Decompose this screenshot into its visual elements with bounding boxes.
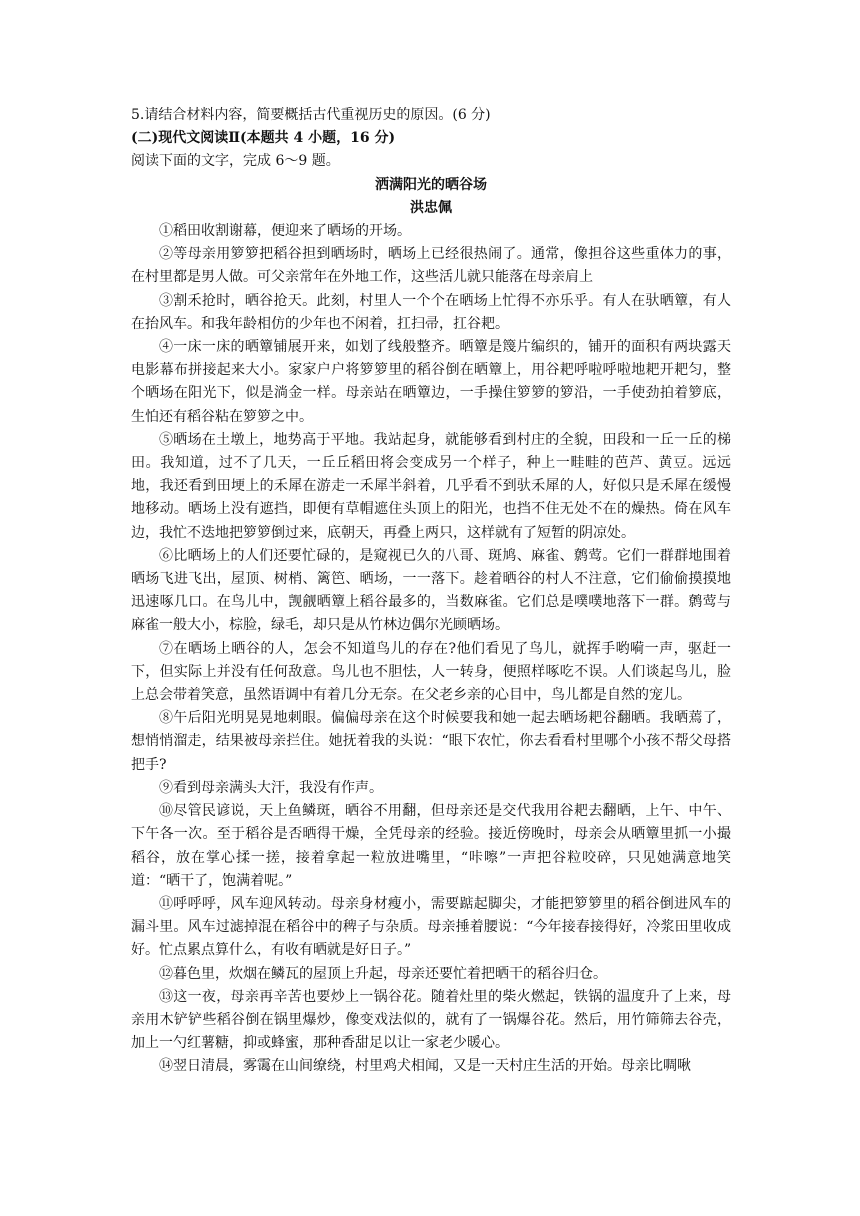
page-content — [131, 104, 731, 1079]
paragraph-9: ⑨看到母亲满头大汗，我没有作声。 — [159, 779, 383, 796]
paragraph-13: ⑬这一夜，母亲再辛苦也要炒上一锅谷花。随着灶里的柴火燃起，铁锅的温度升了上来，母亲用木铲铲些稻谷倒在锅里爆炒，像变戏法似的，就有了一锅爆谷花。然后，用竹筛筛去谷壳，加上一勺红薯糖，抑或蜂蜜，那种香甜足以让一家老少暖心。 — [131, 988, 731, 1052]
paragraph-10: ⑩尽管民谚说，天上鱼鳞斑，晒谷不用翻，但母亲还是交代我用谷耙去翻晒，上午、中午、下午各一次。至于稻谷是否晒得干燥，全凭母亲的经验。接近傍晚时，母亲会从晒簟里抓一小撮稻谷，放在掌心揉一搓，接着拿起一粒放进嘴里，“咔嚓”一声把谷粒咬碎，只见她满意地笑道：“晒干了，饱满着呢。” — [131, 803, 731, 889]
paragraph-5: ⑤晒场在土墩上，地势高于平地。我站起身，就能够看到村庄的全貌，田段和一丘一丘的梯田。我知道，过不了几天，一丘丘稻田将会变成另一个样子，种上一畦畦的芭芦、黄豆。远远地，我还看到田埂上的禾犀在游走一禾犀半斜着，几乎看不到驮禾犀的人，好似只是禾犀在缓慢地移动。晒场上没有遮挡，即便有草帽遮住头顶上的阳光，也挡不住无处不在的燥热。倚在风车边，我忙不迭地把箩箩倒过来，底朝天，再叠上两只，这样就有了短暂的阴凉处。 — [131, 431, 731, 541]
paragraph-4: ④一床一床的晒簟铺展开来，如划了线般整齐。晒簟是篾片编织的，铺开的面积有两块露天电影幕布拼接起来大小。家家户户将箩箩里的稻谷倒在晒簟上，用谷耙呼啦呼啦地耙开耙匀，整个晒场在阳光下，似是淌金一样。母亲站在晒簟边，一手操住箩箩的箩沿，一手使劲拍着箩底，生怕还有稻谷粘在箩箩之中。 — [131, 339, 731, 425]
article-author: 洪忠佩 — [410, 199, 452, 216]
paragraph-3: ③割禾抢时，晒谷抢天。此刻，村里人一个个在晒场上忙得不亦乐乎。有人在驮晒簟，有人在抬风车。和我年龄相仿的少年也不闲着，扛扫帚，扛谷耙。 — [131, 292, 731, 332]
paragraph-11: ⑪呼呼呼，风车迎风转动。母亲身材瘦小，需要踮起脚尖，才能把箩箩里的稻谷倒进风车的漏斗里。风车过滤掉混在稻谷中的稗子与杂质。母亲捶着腰说：“今年接春接得好，冷浆田里收成好。忙点累点算什么，有收有晒就是好日子。” — [131, 895, 731, 959]
paragraph-7: ⑦在晒场上晒谷的人，怎会不知道鸟儿的存在?他们看见了鸟儿，就挥手哟嗬一声，驱赶一下，但实际上并没有任何敌意。鸟儿也不胆怯，人一转身，便照样啄吃不误。人们谈起鸟儿，脸上总会带着笑意，虽然语调中有着几分无奈。在父老乡亲的心目中，鸟儿都是自然的宠儿。 — [131, 640, 731, 704]
paragraph-8: ⑧午后阳光明晃晃地刺眼。偏偏母亲在这个时候要我和她一起去晒场耙谷翻晒。我晒蔫了，想悄悄溜走，结果被母亲拦住。她抚着我的头说：“眼下农忙，你去看看村里哪个小孩不帮父母搭把手? — [131, 710, 731, 773]
paragraph-14: ⑭翌日清晨，雾霭在山间缭绕，村里鸡犬相闻，又是一天村庄生活的开始。母亲比啁啾 — [159, 1058, 691, 1075]
reading-instruction: 阅读下面的文字，完成 6～9 题。 — [131, 153, 340, 170]
paragraph-2: ②等母亲用箩箩把稻谷担到晒场时，晒场上已经很热闹了。通常，像担谷这些重体力的事，在村里都是男人做。可父亲常年在外地工作，这些活儿就只能落在母亲肩上 — [131, 246, 731, 286]
paragraph-6: ⑥比晒场上的人们还要忙碌的，是窥视已久的八哥、斑鸠、麻雀、鹩莺。它们一群群地围着晒场飞进飞出，屋顶、树梢、篱笆、晒场，一一落下。趁着晒谷的村人不注意，它们偷偷摸摸地迅速啄几口。在鸟儿中，觊觎晒簟上稻谷最多的，当数麻雀。它们总是噗噗地落下一群。鹩莺与麻雀一般大小，棕脸，绿毛，却只是从竹林边偶尔光顾晒场。 — [131, 547, 731, 634]
article-title: 洒满阳光的晒谷场 — [375, 176, 487, 193]
paragraph-1: ①稻田收割谢幕，便迎来了晒场的开场。 — [159, 223, 411, 240]
paragraph-12: ⑫暮色里，炊烟在鳞瓦的屋顶上升起，母亲还要忙着把晒干的稻谷归仓。 — [159, 965, 607, 982]
question-5: 5.请结合材料内容，简要概括古代重视历史的原因。(6 分) — [131, 107, 491, 123]
section-heading: (二)现代文阅读Ⅱ(本题共 4 小题，16 分) — [131, 130, 396, 147]
